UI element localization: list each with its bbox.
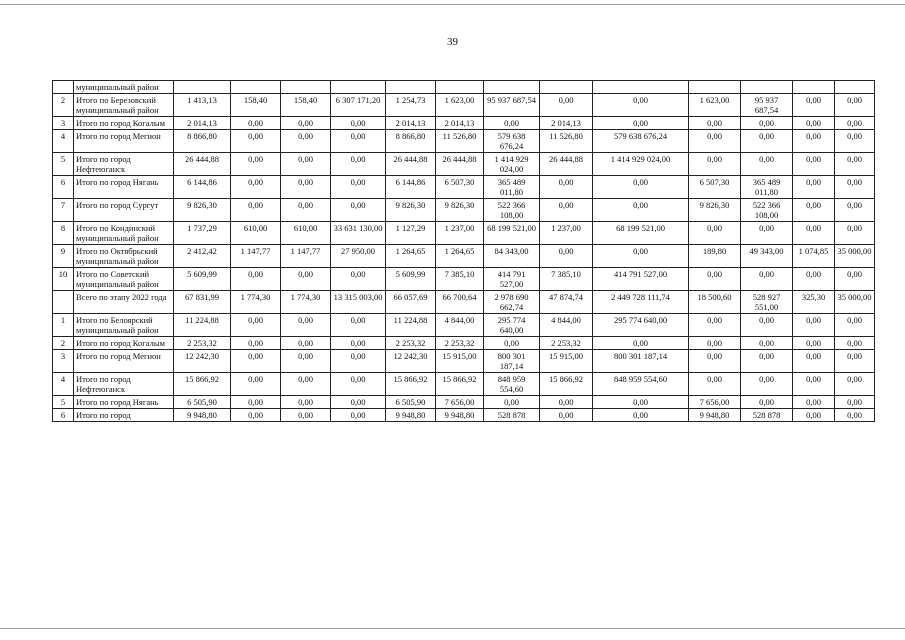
table-cell: 1 774,30 (231, 291, 281, 314)
table-cell: 0,00 (793, 94, 835, 117)
table-cell: 0,00 (281, 396, 331, 409)
table-cell: 27 950,00 (331, 245, 386, 268)
table-cell (331, 81, 386, 94)
row-number-cell: 1 (53, 314, 74, 337)
row-name-cell: муниципальный район (74, 81, 174, 94)
table-cell: 66 057,69 (386, 291, 436, 314)
table-cell: 0,00 (793, 350, 835, 373)
table-cell: 1 623,00 (689, 94, 741, 117)
table-cell: 1 264,65 (386, 245, 436, 268)
row-name-cell: Итого по город Нягань (74, 396, 174, 409)
table-cell: 2 253,32 (436, 337, 484, 350)
row-name-cell: Итого по город Нефтеюганск (74, 153, 174, 176)
table-cell: 2 253,32 (174, 337, 231, 350)
table-cell (793, 81, 835, 94)
table-cell: 0,00 (331, 409, 386, 422)
row-name-cell: Итого по город Когалым (74, 117, 174, 130)
row-number-cell: 5 (53, 153, 74, 176)
table-cell: 0,00 (835, 222, 875, 245)
table-cell: 15 866,92 (540, 373, 593, 396)
table-cell: 7 656,00 (436, 396, 484, 409)
table-cell: 0,00 (231, 130, 281, 153)
table-body (53, 81, 875, 422)
table-cell: 15 866,92 (436, 373, 484, 396)
table-cell: 0,00 (835, 153, 875, 176)
table-cell: 0,00 (331, 350, 386, 373)
table-cell: 18 500,60 (689, 291, 741, 314)
table-cell: 1 127,29 (386, 222, 436, 245)
table-cell: 0,00 (793, 396, 835, 409)
table-cell: 9 948,80 (174, 409, 231, 422)
table-cell: 0,00 (741, 350, 793, 373)
table-cell: 68 199 521,00 (593, 222, 689, 245)
table-cell: 7 656,00 (689, 396, 741, 409)
table-cell: 0,00 (593, 117, 689, 130)
table-cell: 0,00 (231, 314, 281, 337)
table-cell: 0,00 (689, 130, 741, 153)
table-cell: 1 237,00 (540, 222, 593, 245)
table-row (53, 396, 875, 409)
table-cell: 0,00 (689, 373, 741, 396)
table-cell: 1 264,65 (436, 245, 484, 268)
table-cell: 13 315 003,00 (331, 291, 386, 314)
table-cell: 0,00 (231, 337, 281, 350)
table-cell: 67 831,99 (174, 291, 231, 314)
table-cell: 6 507,30 (689, 176, 741, 199)
table-cell: 26 444,88 (436, 153, 484, 176)
table-cell: 1 413,13 (174, 94, 231, 117)
table-cell: 84 343,00 (484, 245, 540, 268)
table-cell: 6 507,30 (436, 176, 484, 199)
table-cell: 0,00 (593, 94, 689, 117)
table-cell (484, 81, 540, 94)
table-cell: 47 874,74 (540, 291, 593, 314)
table-cell: 0,00 (231, 396, 281, 409)
table-cell: 522 366 108,00 (741, 199, 793, 222)
table-cell: 1 074,85 (793, 245, 835, 268)
row-name-cell: Итого по Березовский муниципальный район (74, 94, 174, 117)
table-cell: 9 826,30 (386, 199, 436, 222)
row-name-cell: Итого по Октябрьский муниципальный район (74, 245, 174, 268)
table-cell: 365 489 011,80 (741, 176, 793, 199)
table-cell (835, 81, 875, 94)
table-cell: 12 242,30 (386, 350, 436, 373)
table-row (53, 130, 875, 153)
row-name-cell: Итого по Белоярский муниципальный район (74, 314, 174, 337)
table-cell: 365 489 011,80 (484, 176, 540, 199)
table-cell (281, 81, 331, 94)
table-cell: 0,00 (281, 176, 331, 199)
table-cell: 0,00 (835, 268, 875, 291)
table-cell: 12 242,30 (174, 350, 231, 373)
table-cell: 6 144,86 (174, 176, 231, 199)
table-cell: 800 301 187,14 (484, 350, 540, 373)
table-row (53, 291, 875, 314)
table-cell: 414 791 527,00 (484, 268, 540, 291)
row-name-cell: Итого по город Мегион (74, 130, 174, 153)
table-row (53, 81, 875, 94)
row-number-cell: 7 (53, 199, 74, 222)
table-cell: 0,00 (540, 245, 593, 268)
table-cell: 6 144,86 (386, 176, 436, 199)
table-cell: 15 866,92 (174, 373, 231, 396)
table-cell: 0,00 (281, 130, 331, 153)
table-cell: 0,00 (835, 199, 875, 222)
row-number-cell: 6 (53, 409, 74, 422)
row-name-cell: Итого по Кондинский муниципальный район (74, 222, 174, 245)
table-cell: 0,00 (835, 130, 875, 153)
table-cell: 0,00 (793, 314, 835, 337)
table-cell: 1 774,30 (281, 291, 331, 314)
table-cell (231, 81, 281, 94)
table-cell: 0,00 (281, 199, 331, 222)
table-cell (741, 81, 793, 94)
table-row (53, 245, 875, 268)
table-cell: 0,00 (281, 153, 331, 176)
table-cell: 0,00 (793, 222, 835, 245)
table-cell: 0,00 (793, 337, 835, 350)
table-cell: 0,00 (331, 117, 386, 130)
table-cell: 2 014,13 (540, 117, 593, 130)
table-cell: 0,00 (741, 337, 793, 350)
table-cell: 0,00 (231, 199, 281, 222)
table-cell: 9 826,30 (436, 199, 484, 222)
table-cell: 0,00 (689, 314, 741, 337)
table-cell: 0,00 (540, 176, 593, 199)
table-cell: 0,00 (689, 350, 741, 373)
table-cell: 0,00 (741, 130, 793, 153)
table-cell: 15 915,00 (436, 350, 484, 373)
table-cell: 1 237,00 (436, 222, 484, 245)
table-cell: 9 948,80 (436, 409, 484, 422)
table-cell: 0,00 (835, 314, 875, 337)
table-cell: 158,40 (281, 94, 331, 117)
table-cell: 1 414 929 024,00 (484, 153, 540, 176)
table-cell: 9 948,80 (386, 409, 436, 422)
table-cell: 26 444,88 (386, 153, 436, 176)
table-cell: 0,00 (231, 117, 281, 130)
table-cell: 0,00 (231, 350, 281, 373)
table-cell (436, 81, 484, 94)
table-cell: 5 609,99 (386, 268, 436, 291)
row-number-cell: 2 (53, 94, 74, 117)
table-cell: 0,00 (593, 199, 689, 222)
row-number-cell: 9 (53, 245, 74, 268)
table-row (53, 222, 875, 245)
table-cell: 7 385,10 (540, 268, 593, 291)
table-cell: 0,00 (540, 396, 593, 409)
table-cell: 0,00 (689, 337, 741, 350)
row-name-cell: Итого по город Нефтеюганск (74, 373, 174, 396)
table-cell: 0,00 (835, 396, 875, 409)
row-number-cell (53, 81, 74, 94)
table-cell: 189,80 (689, 245, 741, 268)
row-number-cell: 2 (53, 337, 74, 350)
table-cell: 579 638 676,24 (593, 130, 689, 153)
table-row (53, 153, 875, 176)
table-cell: 325,30 (793, 291, 835, 314)
table-cell: 66 700,64 (436, 291, 484, 314)
table-cell: 0,00 (281, 409, 331, 422)
table-cell: 35 000,00 (835, 245, 875, 268)
table-cell: 0,00 (593, 337, 689, 350)
table-cell: 0,00 (741, 396, 793, 409)
table-cell: 0,00 (331, 396, 386, 409)
table-cell: 0,00 (231, 409, 281, 422)
table-cell: 8 866,80 (174, 130, 231, 153)
table-cell: 0,00 (689, 153, 741, 176)
table-cell: 9 948,80 (689, 409, 741, 422)
table-cell: 1 254,73 (386, 94, 436, 117)
table-cell: 11 526,80 (540, 130, 593, 153)
row-number-cell: 3 (53, 350, 74, 373)
table-cell: 11 526,80 (436, 130, 484, 153)
table-cell: 579 638 676,24 (484, 130, 540, 153)
table-cell: 6 505,90 (174, 396, 231, 409)
table-cell: 0,00 (331, 373, 386, 396)
table-cell (689, 81, 741, 94)
table-cell: 0,00 (835, 337, 875, 350)
table-cell: 0,00 (793, 130, 835, 153)
table-cell: 610,00 (281, 222, 331, 245)
table-cell: 6 307 171,20 (331, 94, 386, 117)
table-cell: 0,00 (793, 176, 835, 199)
table-cell: 0,00 (281, 268, 331, 291)
table-cell: 0,00 (835, 350, 875, 373)
table-cell: 0,00 (484, 117, 540, 130)
data-table (52, 80, 875, 422)
row-number-cell: 3 (53, 117, 74, 130)
table-cell: 2 253,32 (386, 337, 436, 350)
row-name-cell: Итого по город Сургут (74, 199, 174, 222)
table-cell: 295 774 640,00 (593, 314, 689, 337)
table-cell: 0,00 (835, 176, 875, 199)
table-cell: 8 866,80 (386, 130, 436, 153)
table-cell: 2 253,32 (540, 337, 593, 350)
table-cell (386, 81, 436, 94)
table-cell: 68 199 521,00 (484, 222, 540, 245)
row-number-cell: 6 (53, 176, 74, 199)
table-row (53, 314, 875, 337)
table-cell: 0,00 (484, 337, 540, 350)
table-cell: 0,00 (741, 268, 793, 291)
table-cell: 5 609,99 (174, 268, 231, 291)
table-row (53, 199, 875, 222)
table-cell: 0,00 (741, 153, 793, 176)
table-cell: 0,00 (231, 373, 281, 396)
table-cell: 1 147,77 (281, 245, 331, 268)
table-cell: 848 959 554,60 (484, 373, 540, 396)
table-cell: 528 878 (484, 409, 540, 422)
table-cell: 158,40 (231, 94, 281, 117)
table-cell: 848 959 554,60 (593, 373, 689, 396)
table-cell: 9 826,30 (689, 199, 741, 222)
table-cell: 0,00 (540, 94, 593, 117)
table-cell: 0,00 (281, 117, 331, 130)
table-cell: 0,00 (793, 117, 835, 130)
table-cell: 0,00 (593, 409, 689, 422)
table-cell: 1 737,29 (174, 222, 231, 245)
table-cell: 0,00 (689, 117, 741, 130)
table-cell: 95 937 687,54 (741, 94, 793, 117)
row-number-cell: 5 (53, 396, 74, 409)
table-cell: 2 978 690 662,74 (484, 291, 540, 314)
table-cell: 33 631 130,00 (331, 222, 386, 245)
table-cell: 0,00 (231, 176, 281, 199)
table-cell: 49 343,00 (741, 245, 793, 268)
table-cell: 0,00 (281, 337, 331, 350)
table-cell (540, 81, 593, 94)
table-cell: 9 826,30 (174, 199, 231, 222)
table-cell: 0,00 (793, 153, 835, 176)
table-cell: 0,00 (331, 268, 386, 291)
table-cell: 0,00 (741, 222, 793, 245)
table-row (53, 350, 875, 373)
table-cell: 15 915,00 (540, 350, 593, 373)
table-cell: 2 014,13 (386, 117, 436, 130)
table-cell: 6 505,90 (386, 396, 436, 409)
table-cell: 7 385,10 (436, 268, 484, 291)
table-cell: 800 301 187,14 (593, 350, 689, 373)
table-cell: 0,00 (835, 373, 875, 396)
table-cell: 2 449 728 111,74 (593, 291, 689, 314)
table-cell: 2 014,13 (174, 117, 231, 130)
table-cell: 0,00 (741, 373, 793, 396)
table-row (53, 94, 875, 117)
table-row (53, 373, 875, 396)
page-bottom-edge (0, 628, 905, 629)
table-cell: 295 774 640,00 (484, 314, 540, 337)
page-number: 39 (447, 36, 458, 48)
table-cell: 0,00 (231, 153, 281, 176)
table-cell: 1 147,77 (231, 245, 281, 268)
table-cell: 522 366 108,00 (484, 199, 540, 222)
table-cell: 0,00 (331, 153, 386, 176)
table-cell: 0,00 (484, 396, 540, 409)
table-row (53, 409, 875, 422)
row-name-cell: Итого по город Нягань (74, 176, 174, 199)
table-cell: 4 844,00 (436, 314, 484, 337)
row-name-cell: Итого по город Когалым (74, 337, 174, 350)
table-cell: 0,00 (741, 314, 793, 337)
table-cell: 0,00 (331, 176, 386, 199)
row-name-cell: Итого по город Мегион (74, 350, 174, 373)
table-cell: 0,00 (793, 268, 835, 291)
table-cell: 0,00 (231, 268, 281, 291)
row-number-cell: 4 (53, 130, 74, 153)
table-cell: 0,00 (540, 409, 593, 422)
table-cell: 0,00 (331, 199, 386, 222)
table-cell: 414 791 527,00 (593, 268, 689, 291)
table-cell: 0,00 (281, 350, 331, 373)
row-number-cell: 10 (53, 268, 74, 291)
row-number-cell: 8 (53, 222, 74, 245)
row-number-cell: 4 (53, 373, 74, 396)
table-cell: 11 224,88 (174, 314, 231, 337)
table-cell: 4 844,00 (540, 314, 593, 337)
table-cell: 0,00 (793, 373, 835, 396)
table-cell: 2 014,13 (436, 117, 484, 130)
table-cell: 0,00 (281, 373, 331, 396)
table-cell: 0,00 (593, 176, 689, 199)
table-cell: 0,00 (793, 199, 835, 222)
table-cell: 0,00 (835, 117, 875, 130)
table-cell: 1 414 929 024,00 (593, 153, 689, 176)
table-cell: 11 224,88 (386, 314, 436, 337)
table-cell: 35 000,00 (835, 291, 875, 314)
table-cell: 528 878 (741, 409, 793, 422)
table-cell: 0,00 (741, 117, 793, 130)
table-cell: 0,00 (331, 130, 386, 153)
table-cell: 0,00 (281, 314, 331, 337)
row-name-cell: Итого по Советский муниципальный район (74, 268, 174, 291)
table-cell: 610,00 (231, 222, 281, 245)
table-cell (174, 81, 231, 94)
table-cell (593, 81, 689, 94)
row-name-cell: Всего по этапу 2022 года (74, 291, 174, 314)
table-cell: 528 927 551,00 (741, 291, 793, 314)
table-cell: 0,00 (331, 314, 386, 337)
table-cell: 0,00 (593, 245, 689, 268)
table-cell: 0,00 (835, 409, 875, 422)
table-cell: 15 866,92 (386, 373, 436, 396)
table-cell: 0,00 (593, 396, 689, 409)
table-row (53, 337, 875, 350)
row-number-cell (53, 291, 74, 314)
table-cell: 95 937 687,54 (484, 94, 540, 117)
table-cell: 0,00 (793, 409, 835, 422)
table-cell: 0,00 (331, 337, 386, 350)
table-cell: 26 444,88 (174, 153, 231, 176)
table-cell: 2 412,42 (174, 245, 231, 268)
row-name-cell: Итого по город (74, 409, 174, 422)
table-row (53, 268, 875, 291)
table-cell: 26 444,88 (540, 153, 593, 176)
table-row (53, 117, 875, 130)
table-cell: 1 623,00 (436, 94, 484, 117)
table-cell: 0,00 (835, 94, 875, 117)
table-cell: 0,00 (689, 222, 741, 245)
table-cell: 0,00 (540, 199, 593, 222)
table-cell: 0,00 (689, 268, 741, 291)
page-top-edge (0, 4, 905, 5)
table-row (53, 176, 875, 199)
